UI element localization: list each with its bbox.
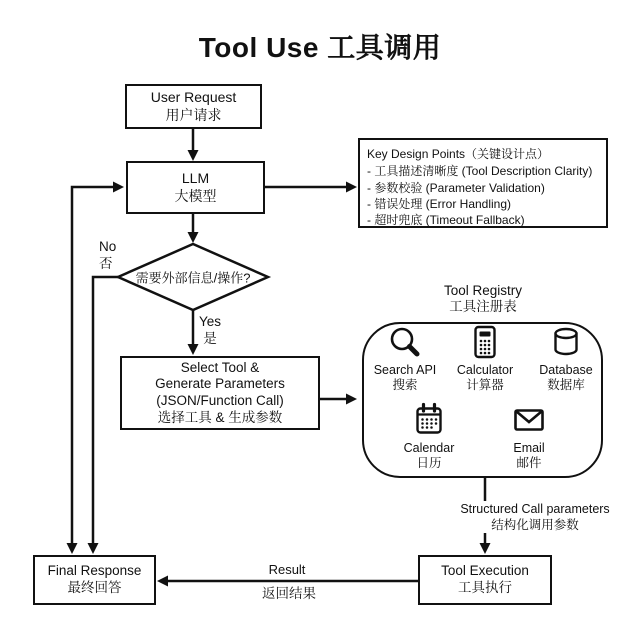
arrow-no-to-final bbox=[93, 277, 118, 548]
email-icon bbox=[511, 402, 547, 438]
database-icon bbox=[548, 324, 584, 360]
tool-email: Email 邮件 bbox=[484, 402, 574, 471]
search-icon bbox=[387, 324, 423, 360]
tool-search-api: Search API 搜索 bbox=[360, 324, 450, 393]
llm-label-zh: 大模型 bbox=[174, 187, 217, 204]
tool-database: Database 数据库 bbox=[521, 324, 611, 393]
edge-label-structured-call: Structured Call parameters 结构化调用参数 bbox=[457, 501, 612, 533]
node-llm bbox=[126, 161, 265, 214]
arrowhead-no-to-final bbox=[88, 543, 99, 554]
llm-label-en: LLM bbox=[181, 170, 210, 187]
key-point-item: - 超时兜底 (Timeout Fallback) bbox=[367, 213, 525, 228]
calculator-icon bbox=[467, 324, 503, 360]
registry-title: Tool Registry 工具注册表 bbox=[443, 283, 523, 314]
edge-label-result-zh: 返回结果 bbox=[262, 586, 316, 601]
arrowhead-registry-to-execution bbox=[480, 543, 491, 554]
arrowhead-loop-to-final bbox=[67, 543, 78, 554]
arrowhead-loop-to-llm bbox=[113, 182, 124, 193]
tool-calculator: Calculator 计算器 bbox=[440, 324, 530, 393]
node-key-design-points bbox=[358, 138, 608, 228]
calendar-icon bbox=[411, 402, 447, 438]
arrowhead-yes-to-select bbox=[188, 344, 199, 355]
edge-label-no: No 否 bbox=[99, 239, 117, 271]
node-tool-execution: Tool Execution 工具执行 bbox=[418, 555, 552, 605]
tool-calendar: Calendar 日历 bbox=[384, 402, 474, 471]
page-title: Tool Use 工具调用 bbox=[198, 32, 442, 63]
node-user-request bbox=[125, 84, 262, 129]
key-point-item: - 工具描述清晰度 (Tool Description Clarity) bbox=[367, 164, 593, 179]
arrowhead-llm-to-decision bbox=[188, 232, 199, 243]
user-request-label-zh: 用户请求 bbox=[165, 106, 222, 123]
edge-label-yes: Yes 是 bbox=[198, 314, 222, 346]
arrowhead-user-to-llm bbox=[188, 150, 199, 161]
key-point-item: - 错误处理 (Error Handling) bbox=[367, 196, 512, 211]
arrowhead-select-to-registry bbox=[346, 394, 357, 405]
key-point-item: - 参数校验 (Parameter Validation) bbox=[367, 180, 545, 195]
decision-label: 需要外部信息/操作? bbox=[135, 270, 251, 286]
arrowhead-llm-to-keypoints bbox=[346, 182, 357, 193]
node-select-tool: Select Tool & Generate Parameters (JSON/Function Call) 选择工具 & 生成参数 bbox=[120, 356, 320, 430]
edge-label-result-en: Result bbox=[268, 562, 306, 577]
key-points-title: Key Design Points（关键设计点） bbox=[367, 147, 550, 161]
user-request-label-en: User Request bbox=[150, 89, 237, 106]
node-final-response: Final Response 最终回答 bbox=[33, 555, 156, 605]
arrowhead-result-to-final bbox=[157, 576, 168, 587]
